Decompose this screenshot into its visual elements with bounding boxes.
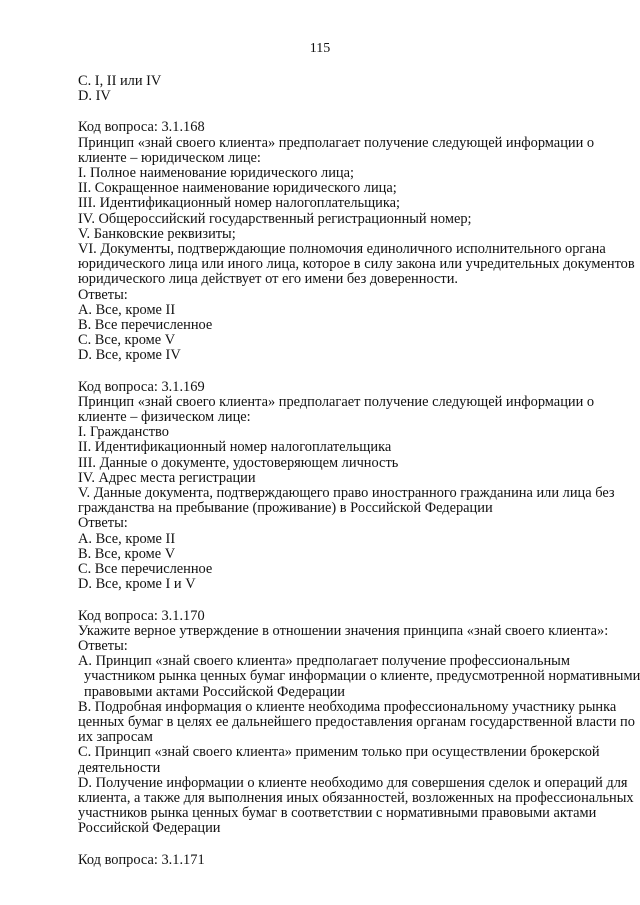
question-text-line: клиенте – физическом лице:: [78, 409, 251, 426]
spacer: [78, 364, 568, 380]
question-code: Код вопроса: 3.1.171: [78, 851, 205, 868]
previous-question-answers: [78, 74, 568, 104]
answers-label: Ответы:: [78, 637, 128, 654]
list-item: юридического лица действует от его имени без доверенности.: [78, 271, 458, 288]
list-item: I. Полное наименование юридического лица;: [78, 165, 354, 182]
spacer: [78, 104, 568, 120]
answer-text-line: их запросам: [78, 729, 153, 746]
spacer: [78, 837, 568, 853]
answer-text-line: деятельности: [78, 759, 161, 776]
answer-text-line: участником рынка ценных бумаг информации о клиенте, предусмотренной нормативными: [84, 668, 640, 685]
question-text-line: Принцип «знай своего клиента» предполагает получение следующей информации о: [78, 134, 595, 151]
answer-text-line: D. Получение информации о клиенте необходимо для совершения сделок и операций для: [78, 774, 628, 791]
answer-d: D. Все, кроме IV: [78, 347, 181, 364]
answer-c: C. I, II или IV: [78, 73, 162, 89]
page-number: 115: [309, 41, 331, 56]
list-item: юридического лица или иного лица, которое в силу закона или учредительных документов: [78, 256, 635, 273]
question-block-169: [78, 378, 615, 593]
answer-text-line: участников рынка ценных бумаг в соответствии с нормативными правовыми актами: [78, 805, 597, 822]
question-block-171: [78, 853, 568, 868]
list-item: IV. Адрес места регистрации: [78, 469, 256, 486]
answer-text-line: B. Подробная информация о клиенте необходима профессиональному участнику рынка: [78, 698, 617, 715]
answers-label: Ответы:: [78, 286, 128, 303]
list-item: I. Гражданство: [78, 424, 169, 441]
list-item: IV. Общероссийский государственный регистрационный номер;: [78, 210, 472, 227]
answer-text-line: A. Принцип «знай своего клиента» предполагает получение профессиональным: [78, 653, 570, 670]
question-code: Код вопроса: 3.1.170: [78, 607, 205, 624]
question-code: Код вопроса: 3.1.169: [78, 378, 205, 395]
answer-d: [78, 774, 634, 837]
list-item: V. Данные документа, подтверждающего право иностранного гражданина или лица без: [78, 485, 615, 502]
answer-c: C. Все перечисленное: [78, 561, 213, 578]
list-item: III. Идентификационный номер налогоплательщика;: [78, 195, 401, 212]
page-content: [78, 73, 640, 868]
answer-d: D. IV: [78, 88, 111, 105]
answer-text-line: клиента, а также для выполнения иных обязанностей, возложенных на профессиональных: [78, 789, 634, 806]
list-item: II. Сокращенное наименование юридического лица;: [78, 180, 397, 197]
question-text-line: Укажите верное утверждение в отношении значения принципа «знай своего клиента»:: [78, 622, 609, 639]
answer-text-line: Российской Федерации: [78, 820, 221, 837]
answer-b: B. Все перечисленное: [78, 317, 213, 334]
answer-a: A. Все, кроме II: [78, 530, 176, 547]
answer-b: [78, 698, 635, 746]
list-item: II. Идентификационный номер налогоплательщика: [78, 439, 392, 456]
answer-b: B. Все, кроме V: [78, 545, 176, 562]
answer-c: C. Все, кроме V: [78, 332, 176, 349]
question-block-170: [78, 607, 640, 837]
list-item: VI. Документы, подтверждающие полномочия единоличного исполнительного органа: [78, 241, 606, 258]
answer-c: [78, 744, 600, 776]
question-text-line: клиенте – юридическом лице:: [78, 149, 261, 166]
answer-text-line: C. Принцип «знай своего клиента» применим только при осуществлении брокерской: [78, 744, 600, 761]
question-text-line: Принцип «знай своего клиента» предполагает получение следующей информации о: [78, 393, 595, 410]
list-item: V. Банковские реквизиты;: [78, 225, 236, 242]
question-block-168: [78, 119, 635, 364]
answer-a: A. Все, кроме II: [78, 301, 176, 318]
answer-d: D. Все, кроме I и V: [78, 576, 196, 593]
question-code: Код вопроса: 3.1.168: [78, 119, 205, 136]
spacer: [78, 593, 568, 609]
answer-text-line: ценных бумаг в целях ее дальнейшего предоставления органам государственной власти по: [78, 713, 635, 730]
answer-text-line: правовыми актами Российской Федерации: [84, 683, 345, 700]
answer-a: [78, 653, 640, 700]
list-item: гражданства на пребывание (проживание) в Российской Федерации: [78, 500, 493, 517]
list-item: III. Данные о документе, удостоверяющем личность: [78, 454, 399, 471]
answers-label: Ответы:: [78, 515, 128, 532]
